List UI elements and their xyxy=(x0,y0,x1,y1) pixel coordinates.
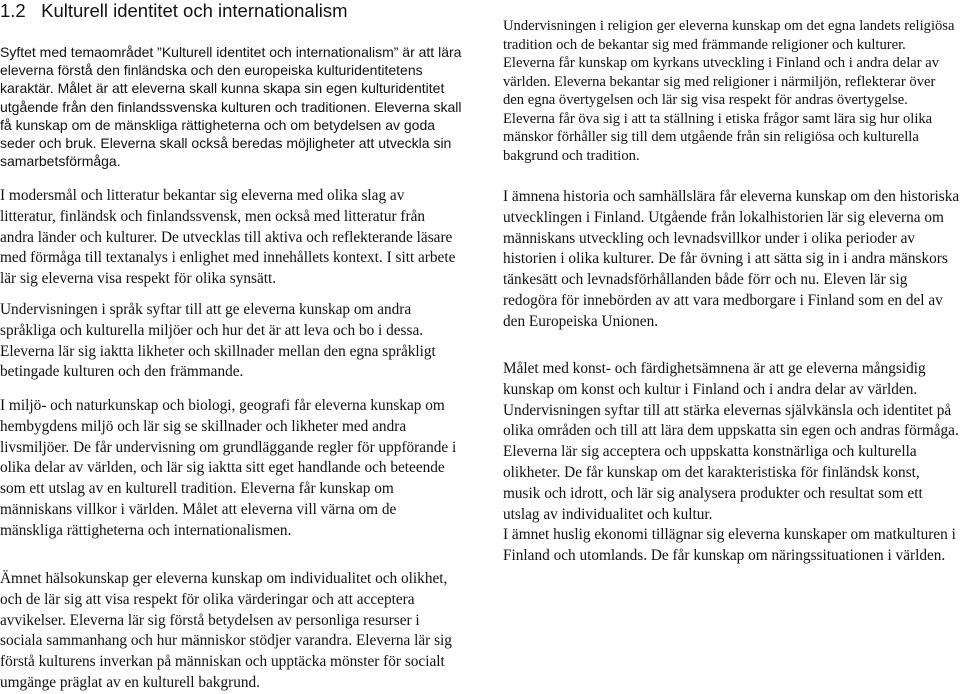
left-column xyxy=(0,0,462,691)
paragraph-modersmal: I modersmål och litteratur bekantar sig eleverna med olika slag av litteratur, finländsk och finlandssvensk, men också med litteratur från andra länder och kulturer. De utvecklas till aktiva och reflekterande läsare med förmåga till textanalys i enlighet med innehållets kontext. I sitt arbete lär sig eleverna visa respekt för olika synsätt. xyxy=(0,187,456,288)
paragraph-huslig-ekonomi: I ämnet huslig ekonomi tillägnar sig eleverna kunskaper om matkulturen i Finland och utomlands. De får kunskap om näringssituationen i världen. xyxy=(503,526,956,564)
paragraph-halsokunskap: Ämnet hälsokunskap ger eleverna kunskap om individualitet och olikhet, och de lär sig att visa respekt för olika värderingar och att acceptera avvikelser. Eleverna lär sig förstå betydelsen av personliga resurser i sociala sammanhang och hur människor stödjer varandra. Eleverna lär sig förstå kulturens inverkan på människan och upptäcka mönster för socialt umgänge präglat av en kulturell bakgrund. xyxy=(0,570,452,691)
section-title: Kulturell identitet och internationalism xyxy=(41,0,348,21)
paragraph-religion: Undervisningen i religion ger eleverna kunskap om det egna landets religiösa tradition och de bekantar sig med främmande religioner och kulturer. Eleverna får kunskap om kyrkans utveckling i Finland och i andra delar av världen. Eleverna bekantar sig med religioner i närmiljön, reflekterar över den egna övertygelsen och lär sig visa respekt för andras övertygelse. Eleverna får öva sig i att ta ställning i etiska frågor samt lära sig hur olika mänskor förhåller sig till dem utgående från sin religiösa och kulturella bakgrund och tradition. xyxy=(503,18,955,164)
paragraph-sprak: Undervisningen i språk syftar till att ge eleverna kunskap om andra språkliga och kulturella miljöer och hur det är att leva och bo i dessa. Eleverna lär sig iaktta likheter och skillnader mellan den egna språkligt betingade kulturen och den främmande. xyxy=(0,301,436,381)
right-column xyxy=(503,0,960,679)
paragraph-miljo: I miljö- och naturkunskap och biologi, geografi får eleverna kunskap om hembygdens miljö och lär sig se skillnader och likheter med andra livsmiljöer. De får undervisning om grundläggande regler för uppförande i olika delar av världen, och lär sig iaktta sitt eget handlande och beteende som ett utslag av en kulturell tradition. Eleverna får kunskap om människans villkor i världen. Målet att eleverna vill värna om de mänskliga rättigheterna och internationalismen. xyxy=(0,397,457,539)
paragraph-historia: I ämnena historia och samhällslära får eleverna kunskap om den historiska utvecklingen i Finland. Utgående från lokalhistorien lär sig eleverna om människans utveckling och levnadsvillkor under i olika perioder av historien i olika kulturer. De får övning i att sätta sig in i andra mänskors tänkesätt och levnadsförhållanden både förr och nu. Eleven lär sig redogöra för innebörden av att vara medborgare i Finland som en del av den Europeiska Unionen. xyxy=(503,188,960,330)
paragraph-konst: Målet med konst- och färdighetsämnena är att ge eleverna mångsidig kunskap om konst och kultur i Finland och i andra delar av världen. Undervisningen syftar till att stärka elevernas självkänsla och identitet på olika områden och till att lära dem uppskatta sin egen och andras förmåga. Eleverna lär sig acceptera och uppskatta konstnärliga och kulturella olikheter. De får kunskap om det karakteristiska för finländsk konst, musik och idrott, och lär sig analysera produkter och resultat som ett utslag av individualitet och kultur. xyxy=(503,360,959,523)
intro-paragraph: Syftet med temaområdet ”Kulturell identitet och internationalism” är att lära eleverna förstå den finländska och den europeiska kulturidentitetens karaktär. Målet är att eleverna skall kunna skapa sin egen kulturidentitet utgående från den finlandssvenska kulturen och traditionen. Eleverna skall få kunskap om de mänskliga rättigheterna och om betydelsen av goda seder och bruk. Eleverna skall också beredas möjligheter att utveckla sin samarbetsförmåga. xyxy=(0,44,462,170)
section-heading xyxy=(0,0,348,22)
section-number: 1.2 xyxy=(0,0,26,21)
